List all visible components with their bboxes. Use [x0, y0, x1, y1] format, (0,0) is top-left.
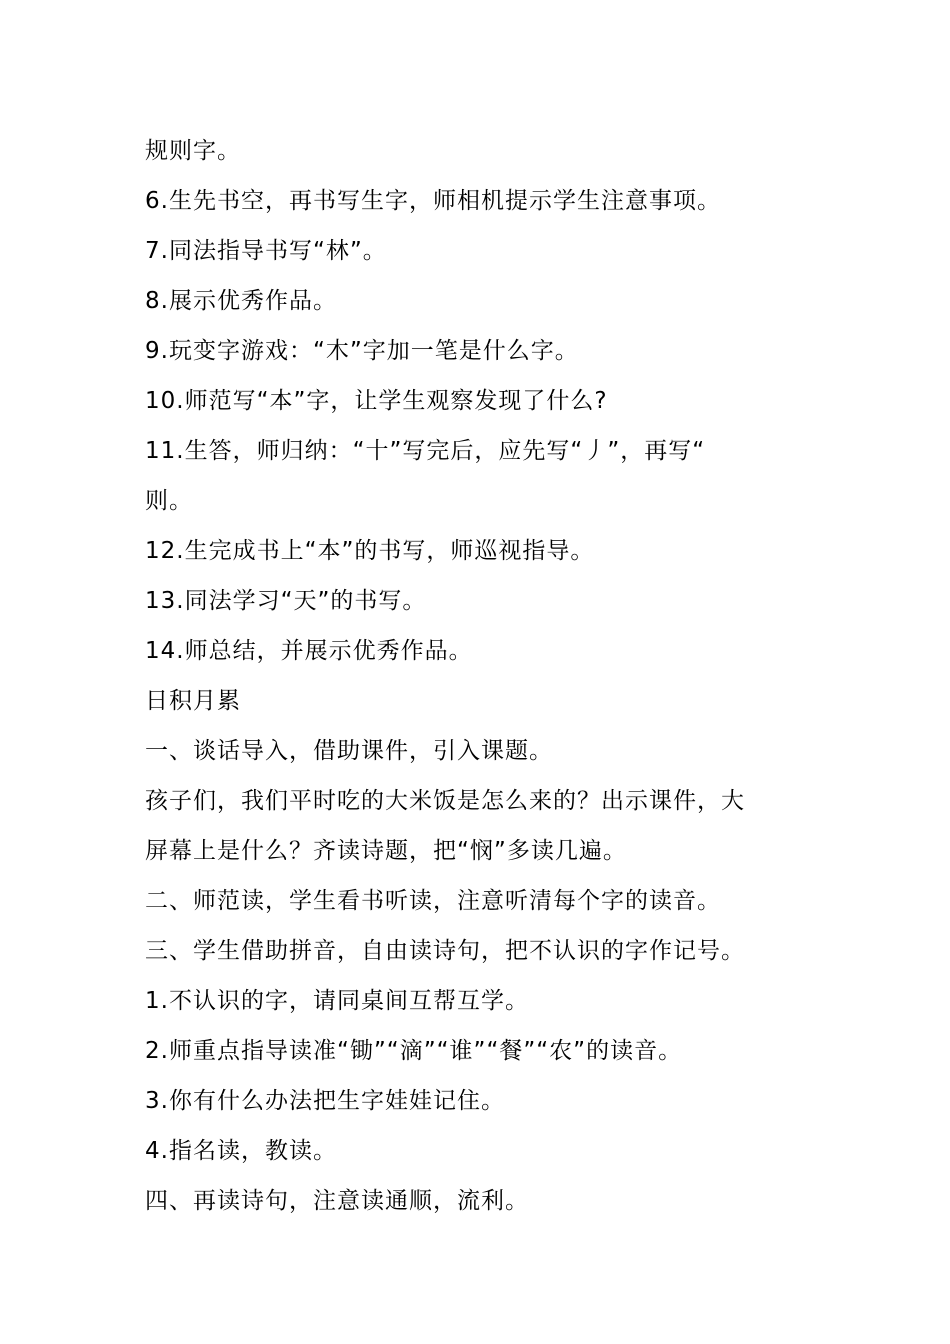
text-line: 7.同法指导书写“林”。 — [145, 238, 387, 264]
text-line: 屏幕上是什么？齐读诗题，把“悯”多读几遍。 — [145, 838, 627, 864]
text-line: 二、师范读，学生看书听读，注意听清每个字的读音。 — [145, 888, 721, 914]
text-line: 孩子们，我们平时吃的大米饭是怎么来的？出示课件，大 — [145, 788, 745, 814]
text-line: 11.生答，师归纳：“十”写完后，应先写“丿”，再写“ — [145, 438, 706, 464]
text-line: 8.展示优秀作品。 — [145, 288, 337, 314]
section-heading: 日积月累 — [145, 688, 241, 714]
text-line: 1.不认识的字，请同桌间互帮互学。 — [145, 988, 529, 1014]
text-line: 三、学生借助拼音，自由读诗句，把不认识的字作记号。 — [145, 938, 745, 964]
text-line: 3.你有什么办法把生字娃娃记住。 — [145, 1088, 505, 1114]
text-line: 6.生先书空，再书写生字，师相机提示学生注意事项。 — [145, 188, 721, 214]
text-line: 10.师范写“本”字，让学生观察发现了什么? — [145, 388, 608, 414]
text-line: 一、谈话导入，借助课件，引入课题。 — [145, 738, 553, 764]
text-line: 4.指名读，教读。 — [145, 1138, 337, 1164]
text-line: 12.生完成书上“本”的书写，师巡视指导。 — [145, 538, 595, 564]
text-line: 13.同法学习“天”的书写。 — [145, 588, 427, 614]
text-line: 规则字。 — [145, 138, 241, 164]
text-line: 则。 — [145, 488, 193, 514]
text-line: 四、再读诗句，注意读通顺，流利。 — [145, 1188, 529, 1214]
document-body — [145, 126, 845, 1226]
text-line: 9.玩变字游戏：“木”字加一笔是什么字。 — [145, 338, 579, 364]
text-line: 2.师重点指导读准“锄”“滴”“谁”“餐”“农”的读音。 — [145, 1038, 683, 1064]
text-line: 14.师总结，并展示优秀作品。 — [145, 638, 473, 664]
